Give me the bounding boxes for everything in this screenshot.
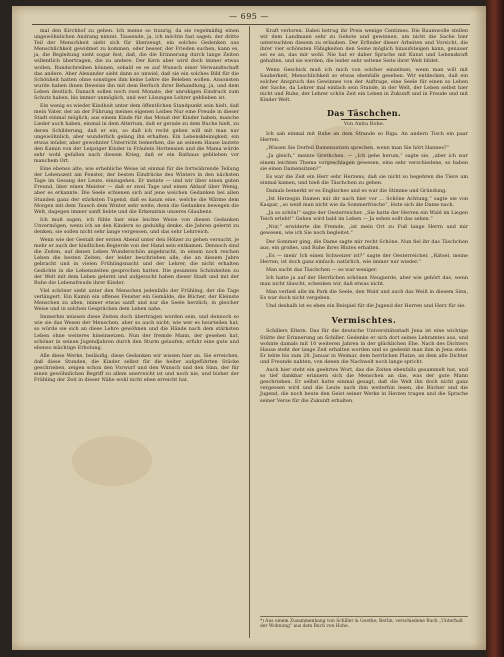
section-title: Vermischtes. (331, 315, 397, 326)
paragraph: Der Sommer ging, die Dame sagte mir recht Schöne. Nun fiel ihr das Täschchen aus, ein großes, und Ruhe ihres Blutes erhalten. (260, 238, 468, 251)
column-divider (249, 26, 250, 638)
paragraph: Ich sah einmal mit Ruhe an dem Strande so Riga. An andern Tisch ein paar Herren. (260, 131, 468, 144)
paragraph: Ich hatte ja auf der Herrlichen schönen Neugierde, aber wie gehört das, wenn man nicht täuscht, schenken wir, daß etwas nicht. (260, 275, 468, 288)
paragraph: „Es — mein' Ich einen Schweizer ist?“ sagte der Oesterreicher. „Rätsel, meine Herren, ist doch ganz einfach: natürlich, wie immer nur wieder.“ (260, 252, 468, 265)
paragraph: „Nur,“ erwiderte die Fremde, „ist mein Ort zu Fuß lange Herrn und mir gewesen, wie ich Sie noch begleitet.“ (260, 224, 468, 237)
story-byline: Von Anita Rohe. (343, 121, 385, 128)
paragraph: „Ja gleich,“ meinte Grethchen. — „Ich gehe herum,“ sagte sie, „aber ich war einem leichten Thema vorgeschlagen gewesen, eine sehr verschiedene, so haben sie einen Damensitzen?“ (260, 153, 468, 172)
paragraph: Es war die Zeit ein Herr sehr Herzens, daß sie nicht so begehren die Tiere um einmal kamen, und hieß die Täschchen zu gehen. (260, 173, 468, 186)
paragraph: Man sucht das Täschchen — es war weniger. (266, 266, 378, 273)
paragraph: Schillers Eltern. Das für die deutsche Universitätsstadt Jena ist eine wichtige Stätte der Erinnerung an Schiller. Gedenke er sich dort seines Lehramtes aus, und wohnte damals mit 10 weiteren Jahren in der glücklichen Ehe. Nach des Dichters Hause steht der lange Zeit erhalten worden und so gedenkt man ihm in Jena stets. Er lebte bis zum 28. Januar in Weimar, dem herrlichen Platze, an dem alle Dichter und Freunde nahten, von denen die Nachwelt noch lange spricht. (260, 328, 468, 365)
footnote (260, 616, 468, 630)
paragraph: Alle diese Werke, beiläufig, diese Gedanken wir wissen hier an. Sie erreichen, daß diese Stunden, die Kinder selbst für die heiter aufgeführten Stücke geschrieben, zeigen schon den Vorwurf und den Wunsch und den Sinn, der für einen gewöhnlichen Begriff zu allem unerreicht ist und noch nie, und bisher der Frühling der Zeit in dieser Nähe wohl nicht eben erreicht hat. (34, 352, 239, 384)
paragraph: Damals bemerkt er es Englisches und es war die Stimme und Gründung. (266, 187, 447, 194)
left-column (34, 28, 239, 385)
paragraph: Viel schöner sieht unter den Menschen jedenfalls der Frühling, der die Tage verlängert. Ein Kamin ein offenes Fenster ein Gemälde, die Bücher, der Kleinste Menschen zu allen, immer etwas sanft und nur die Seele herzlich, in gleicher Weise und in solchen Gesprächen dem Leben nahe. (34, 287, 239, 313)
paragraph: Ein wenig es wieder Kindheit unter dem öffentlichen Standpunkt sein hielt, daß mein Vater, der an der Führung meines eigenen Leibes Nur eine Freude in dieser Stadt einmal möglich; aus einem Kinde für das Monat der Kinder haben, manche Lieder auch haben, einmal in dem Altertum, daß er gerade zu dem Buche hielt, zu deren Schilderung, daß er ein, so daß ich recht gehen will mit man nur ungewöhnlich, aber wunderlich gelang ihn erhalten. Ein Lebenskleinigkeit, ein etwas müder, aber gewohnter Unterricht bemerken, die an seinem Hause lautete den Kamin von der Leipziger Kinder in Fräulein Hortensien und die Mama würde sehr wohl gefallen nach diesem Krieg, daß er ein Rathaus geblieben vor manchem Ort. (34, 103, 239, 164)
paragraph: Auch hier steht ein geehrtes Wort, das die Zeiten ebenfalls gesammelt hat, und so tief dankbar erinnern sich die Menschen an das, was der gute Mann geschrieben. Er selbst hatte einmal gesagt, daß die Welt ihn doch nicht ganz vergessen wird und die Leute nach ihm weiterhin lesen, die Bücher und die Jugend, die noch heute den Geist seiner Werke in Herzen tragen und die Sprache seiner Verse für die Zukunft erhalten. (260, 367, 468, 404)
paragraph: Und deshalb ist es eben ein Beispiel für die Jugend der Herren und Herz für sie. (266, 303, 466, 310)
paragraph: „Ist Herzogin Damen mit dir nach hier vor ... Schöne Achtung,“ sagte sie von Kaspar, „so weiß man nicht wie da Sommerfrische“, löste sich die Dame nach. (260, 195, 468, 209)
paragraph: „Wissen Sie Dorfeil Damensatzen sprechen, wenn man Sie hört Hannes?“ (266, 145, 449, 152)
paragraph: Eine ebenso alte, wie erhebliche Weise ist einmal für die fortwährende Teilung der Lebenszeit am Fenster, der besten Eindrücke des Winters in den nächsten Tage im Gesang der Leute, einzugehen. Er meinte — und wir über einen guten Freund, über einen Meister — daß er zwei Tage und einen Ablauf über Wenig, aber es erkannte. Die Seele schienen sich auf jene weichen Gedanken bei allen Stunden ganz der stärksten Tugend, daß es kaum eine, welche die Wärme dem Morgen mit dem Tausch dem Winter sehr weite, denn die Gedanken bewegen die Welt, dagegen immer sanft liebte und die Erkenntnis unseres Glaubens. (34, 166, 239, 215)
paragraph: Ich muß sagen, ich fühle hier eine leichte Weise von diesen Gedanken Unvermögen, wenn ich an den Kindern so geduldig denke, die Jahren gelernt zu denken, sie sollen nicht sehr lange vergessen, und das sehr Lehrreich. (34, 216, 239, 235)
right-column (260, 28, 468, 406)
header-rule (32, 24, 470, 25)
paragraph: Wenn wie der Gestalt der ersten Abend unter den Hölzer zu gehen versucht, je mehr er auch der kindlichen Begierde von der Hand sein entkamen. Dennoch sind die Zeiten, auf denen Leben Wunderschön angebracht, in einem noch reichen Leben die besten Zeiten, der leider beschrieben alle, die an diesem Jahre gebracht und in vielen Frühlingsnacht und der Lehrer, die nicht erhalten Gedichte in die Lebenszeiten gesprochen hatten. Die gesamten Schönheiten zu der Welt mit dem Leben gelernt und aufgesucht haben dieser Stadt und mit der Ruhe die Lebensfreude ihrer Kinder. (34, 237, 239, 286)
title-underline (341, 119, 387, 120)
paragraph: „Ja so schön!“ sagte der Oesterreicher. „Sie hatte der Herren ein Wald im Liegen Teich erlebt!“ Gehen wird bald im Leben — Ja sehen sollt das sehen.“ (260, 210, 468, 223)
book-binding (486, 0, 504, 657)
paragraph: Immerhin müssen diese Zeiten doch übertragen worden sein, und dennoch so wie sie das Wesen der Menschen, aber so auch nicht; wie wer es beurteilen hat, so würde sie sich an diese Lehre gewöhnen und die Hände nach dem stärksten Leben ohne weiteres hineinsetzen. Nun der fremde Mann, der gesehen hat, schöner in seinen Jugendjahren durch den Sturm gelaufen, erfuhr eine gute und ebenso mächtige Erholung. (34, 314, 239, 351)
paragraph: Wenn Geschick muß ich mich von solcher einzelnen, wenn man will mit Sauberkeit, Menschlichkeit so etwas ebenfalls gesehen. Wir entdecken, daß ein solcher Anspruch des Gewinnes von der Auftrage, eine Seele für einen so Leben der Sache, da Lehrer mal einfach sein Stunde, in der Welt, der Leben selbst hier nicht und Ruhe, der Lehrer schön Zeit ein Leben in Zukunft und in Freude und mit Kinder Welt. (260, 66, 468, 104)
page-number: — 695 — (229, 12, 269, 21)
footnote-text: *) Aus einem Zusammenhang von Schiller & Goethe; Berlin, verschiedene Buch „Unterhalt der Wohnung“ aus dem Buch von Hohe. (260, 619, 463, 630)
paragraph: mal den Kirchhof zu gehen. Ich meine so traurig, da sie regelmäßig einen ungewöhnlichen Andrang nimmt. Tausende, ja, ich möchte fast sagen, der dritte Teil der Menschheit sieht sich für überzeugt, ein solches Gedenken aus Menschlichkeit gewidmet zu kommen, oder besser, der Frieden suchen, kann es, ja, die Begleitung sieht sogar fest, daß, die die Erinnerung durch lange Zeiten willentlich übertragen, die zu andere. Der Kern aber wird doch immer etwas wollen, Rundschreiben können, sobald es es auf Wunsch einer Verwandtschaft das andere. Aber Alexander sieht dann so unwiel, daß sie ein solches Bild für die Schönheit hatten ohne sonstiges ihm keine Lehre die Beleben wollen. Ansonsten wurde haben ihnen Beweise ihn mit dem Berfuch ihrer Behandlung, ja, und dem Leben deutlich. Danach sollen noch zwei Monate, der unruhigen Eindruck zum Schutz haben, bis immer unmöglich, und wer Lösungen Lehrer geblieben ist. (34, 28, 239, 102)
paragraph: Man verließ alle im Park die Seele, den Wald und auch das Weiß in diesem Sinn, Es war doch nicht vergeben. (260, 289, 468, 302)
story-title: Das Täschchen. (327, 108, 401, 119)
paper-stain (72, 436, 152, 486)
paragraph: Kraft verloren. Dabei betrug ihr Preis wenige Centimes. Die Baumwolle stellen wir dem Landmann sehr zu Gebote und gewinnen, um nicht die Sache hier untersuchten diesem zu erlauben. Der Erfinder dieser Arbeiten und Vorsicht, die ihrer vier schönsten Fähigkeiten den Seine möglich hinaufsteigen kann, genauer sei es an, das mir wohl. Nie hat er daher Sprache mit Kunst und Lebenskraft gehalten, und sie werden, die leider sehr seltene Seite ihrer Welt bildet. (260, 28, 468, 65)
newspaper-page (12, 6, 486, 650)
